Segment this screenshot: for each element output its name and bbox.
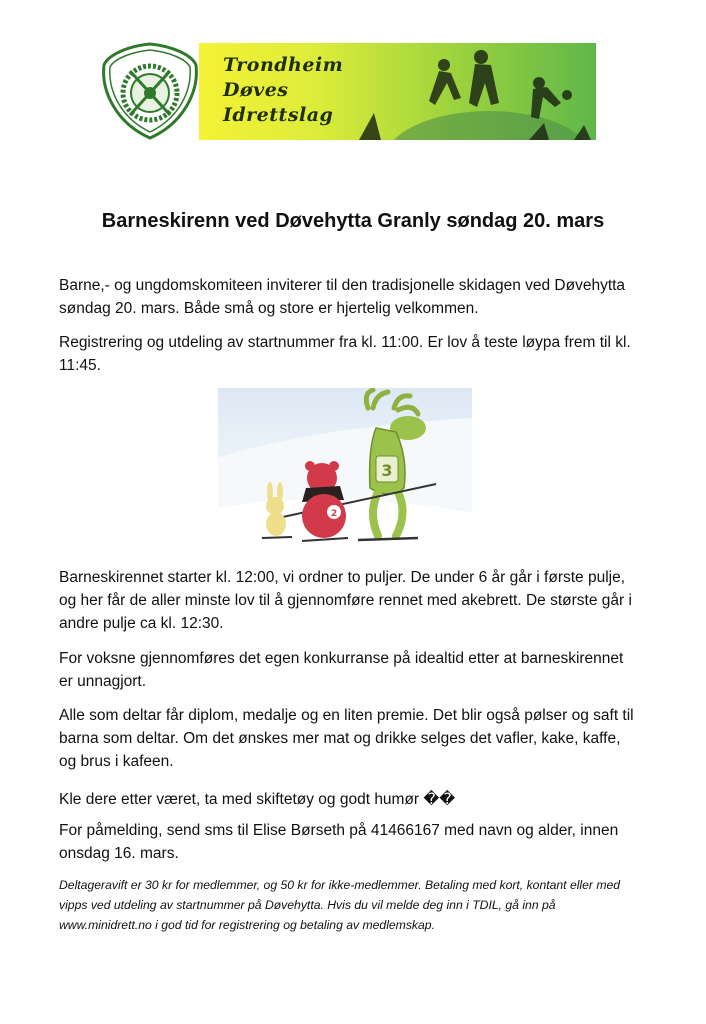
club-name bbox=[223, 53, 343, 128]
club-name-line: Døves bbox=[223, 79, 289, 101]
club-name-line: Idrettslag bbox=[223, 104, 334, 126]
svg-text:3: 3 bbox=[381, 461, 393, 480]
fee-info-paragraph: Deltageravift er 30 kr for medlemmer, og 50 kr for ikke-medlemmer. Betaling med kort, kontant eller med vipps ved utdeling av startnummer på Døvehytta. Hvis du vil melde deg inn i TDIL, gå inn på www.minidrett.no i god tid for registrering og betaling av medlemskap. bbox=[59, 878, 621, 932]
race-start-paragraph: Barneskirennet starter kl. 12:00, vi ordner to puljer. De under 6 år går i første pulje, og her får de aller minste lov til å gjennomføre rennet med akebrett. De største går i andre pulje ca kl. 12:30. bbox=[59, 569, 632, 632]
club-banner bbox=[199, 43, 596, 140]
svg-text:2: 2 bbox=[330, 509, 338, 519]
prizes-paragraph: Alle som deltar får diplom, medalje og en liten premie. Det blir også pølser og saft til barna som deltar. Om det ønskes mer mat og drikke selges det vafler, kake, kaffe, og brus i kafeen. bbox=[59, 707, 634, 770]
intro-paragraph: Barne,- og ungdomskomiteen inviterer til den tradisjonelle skidagen ved Døvehytta søndag 20. mars. Både små og store er hjertelig velkommen. bbox=[59, 277, 626, 317]
adult-competition-paragraph: For voksne gjennomføres det egen konkurranse på idealtid etter at barneskirennet er unnagjort. bbox=[59, 650, 624, 690]
club-header bbox=[100, 41, 596, 141]
club-name-line: Trondheim bbox=[223, 54, 344, 76]
signup-paragraph: For påmelding, send sms til Elise Børseth på 41466167 med navn og alder, innen onsdag 16. mars. bbox=[59, 822, 619, 862]
skiing-animals-illustration bbox=[218, 388, 472, 550]
registration-paragraph: Registrering og utdeling av startnummer fra kl. 11:00. Er lov å teste løypa frem til kl. 11:45. bbox=[59, 334, 631, 374]
club-emblem-icon bbox=[100, 41, 200, 141]
clothing-paragraph: Kle dere etter været, ta med skiftetøy og godt humør �� bbox=[59, 791, 456, 808]
page-title: Barneskirenn ved Døvehytta Granly søndag 20. mars bbox=[101, 210, 605, 232]
